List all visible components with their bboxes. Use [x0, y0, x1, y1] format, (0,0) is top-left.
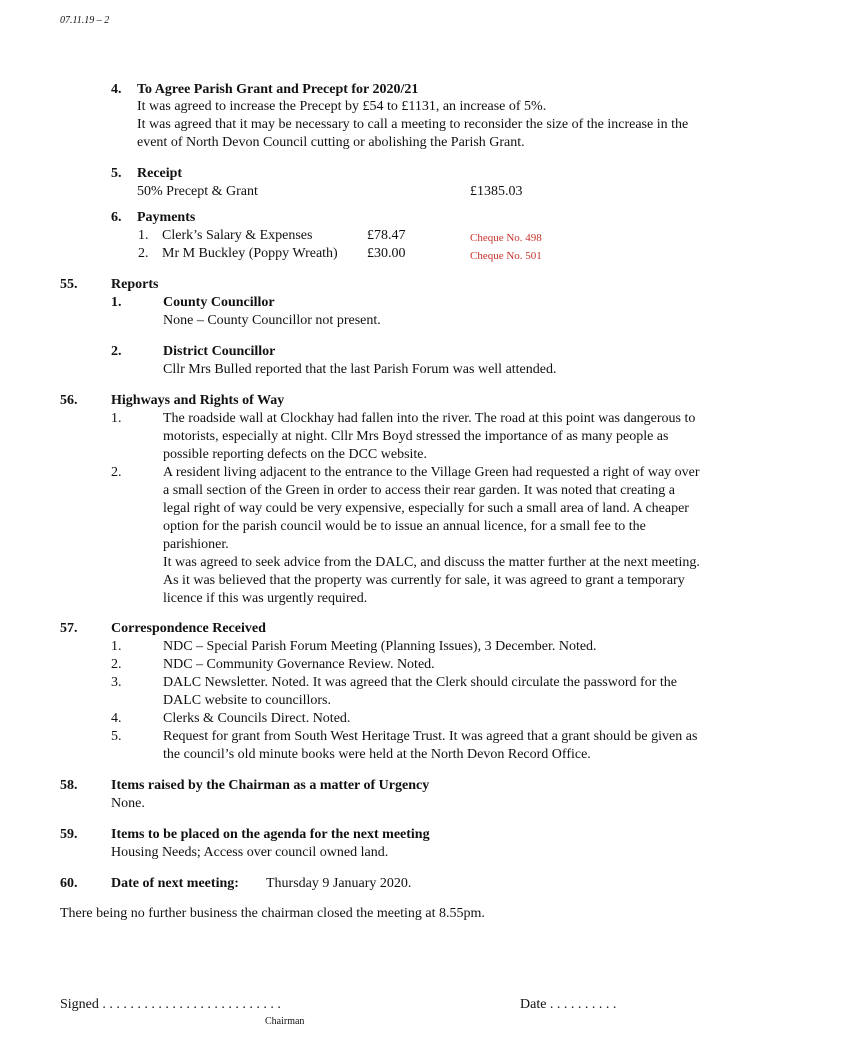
highways-line: A resident living adjacent to the entrance to the Village Green had requested a right of way over: [163, 465, 700, 480]
item-5-title: Receipt: [137, 166, 183, 181]
section-60-text: Thursday 9 January 2020.: [266, 876, 412, 891]
report-number: 2.: [111, 344, 122, 359]
item-4-line: It was agreed to increase the Precept by £54 to £1131, an increase of 5%.: [137, 99, 547, 114]
correspondence-line: NDC – Special Parish Forum Meeting (Planning Issues), 3 December. Noted.: [163, 639, 597, 654]
highways-line: licence if this was urgently required.: [163, 591, 368, 606]
report-text: None – County Councillor not present.: [163, 313, 381, 328]
correspondence-line: DALC Newsletter. Noted. It was agreed that the Clerk should circulate the password for the: [163, 675, 677, 690]
section-55-number: 55.: [60, 277, 78, 292]
report-title: District Councillor: [163, 344, 276, 359]
payment-row-cheque: Cheque No. 498: [470, 232, 542, 244]
item-5-desc: 50% Precept & Grant: [137, 184, 258, 199]
payment-row-number: 1.: [138, 228, 149, 243]
section-60-title: Date of next meeting:: [111, 876, 239, 891]
item-4-number: 4.: [111, 82, 122, 97]
correspondence-line: Request for grant from South West Heritage Trust. It was agreed that a grant should be given as: [163, 729, 698, 744]
payment-row-cheque: Cheque No. 501: [470, 250, 542, 262]
highways-item-number: 1.: [111, 411, 122, 426]
payment-row-desc: Clerk’s Salary & Expenses: [162, 228, 313, 243]
item-5-number: 5.: [111, 166, 122, 181]
highways-line: possible reporting defects on the DCC website.: [163, 447, 428, 462]
payment-row-number: 2.: [138, 246, 149, 261]
section-60-number: 60.: [60, 876, 78, 891]
section-59-title: Items to be placed on the agenda for the next meeting: [111, 827, 430, 842]
item-4-line: event of North Devon Council cutting or abolishing the Parish Grant.: [137, 135, 525, 150]
section-57-title: Correspondence Received: [111, 621, 266, 636]
chairman-label: Chairman: [265, 1016, 305, 1027]
correspondence-line: NDC – Community Governance Review. Noted.: [163, 657, 435, 672]
correspondence-line: the council’s old minute books were held at the North Devon Record Office.: [163, 747, 591, 762]
correspondence-number: 1.: [111, 639, 122, 654]
highways-line: parishioner.: [163, 537, 229, 552]
report-text: Cllr Mrs Bulled reported that the last Parish Forum was well attended.: [163, 362, 557, 377]
item-6-number: 6.: [111, 210, 122, 225]
correspondence-number: 5.: [111, 729, 122, 744]
item-4-line: It was agreed that it may be necessary to call a meeting to reconsider the size of the increase in the: [137, 117, 689, 132]
section-59-text: Housing Needs; Access over council owned land.: [111, 845, 389, 860]
report-number: 1.: [111, 295, 122, 310]
section-56-number: 56.: [60, 393, 78, 408]
section-58-title: Items raised by the Chairman as a matter of Urgency: [111, 778, 430, 793]
section-58-text: None.: [111, 796, 145, 811]
correspondence-line: Clerks & Councils Direct. Noted.: [163, 711, 351, 726]
highways-line: The roadside wall at Clockhay had fallen into the river. The road at this point was dangerous to: [163, 411, 696, 426]
highways-line: It was agreed to seek advice from the DALC, and discuss the matter further at the next meeting.: [163, 555, 700, 570]
payment-row-amount: £30.00: [367, 246, 406, 261]
section-57-number: 57.: [60, 621, 78, 636]
payment-row-amount: £78.47: [367, 228, 406, 243]
date-line: Date . . . . . . . . . .: [520, 997, 617, 1012]
correspondence-number: 3.: [111, 675, 122, 690]
section-58-number: 58.: [60, 778, 78, 793]
item-5-amount: £1385.03: [470, 184, 523, 199]
item-6-title: Payments: [137, 210, 196, 225]
section-59-number: 59.: [60, 827, 78, 842]
payment-row-desc: Mr M Buckley (Poppy Wreath): [162, 246, 338, 261]
page-header: 07.11.19 – 2: [60, 15, 110, 26]
highways-item-number: 2.: [111, 465, 122, 480]
signed-line: Signed . . . . . . . . . . . . . . . . . . . . . . . . . .: [60, 997, 281, 1012]
highways-line: As it was believed that the property was currently for sale, it was agreed to grant a temporary: [163, 573, 685, 588]
highways-line: option for the parish council would be to issue an annual licence, for a small fee to the: [163, 519, 646, 534]
item-4-title: To Agree Parish Grant and Precept for 2020/21: [137, 82, 419, 97]
correspondence-number: 2.: [111, 657, 122, 672]
highways-line: legal right of way could be very expensive, especially for such a small area of land. A cheaper: [163, 501, 689, 516]
report-title: County Councillor: [163, 295, 275, 310]
closing-statement: There being no further business the chairman closed the meeting at 8.55pm.: [60, 906, 485, 921]
highways-line: motorists, especially at night. Cllr Mrs Boyd stressed the importance of as many people as: [163, 429, 669, 444]
correspondence-number: 4.: [111, 711, 122, 726]
section-56-title: Highways and Rights of Way: [111, 393, 285, 408]
section-55-title: Reports: [111, 277, 159, 292]
correspondence-line: DALC website to councillors.: [163, 693, 331, 708]
highways-line: a small section of the Green in order to access their rear garden. It was noted that creating a: [163, 483, 675, 498]
